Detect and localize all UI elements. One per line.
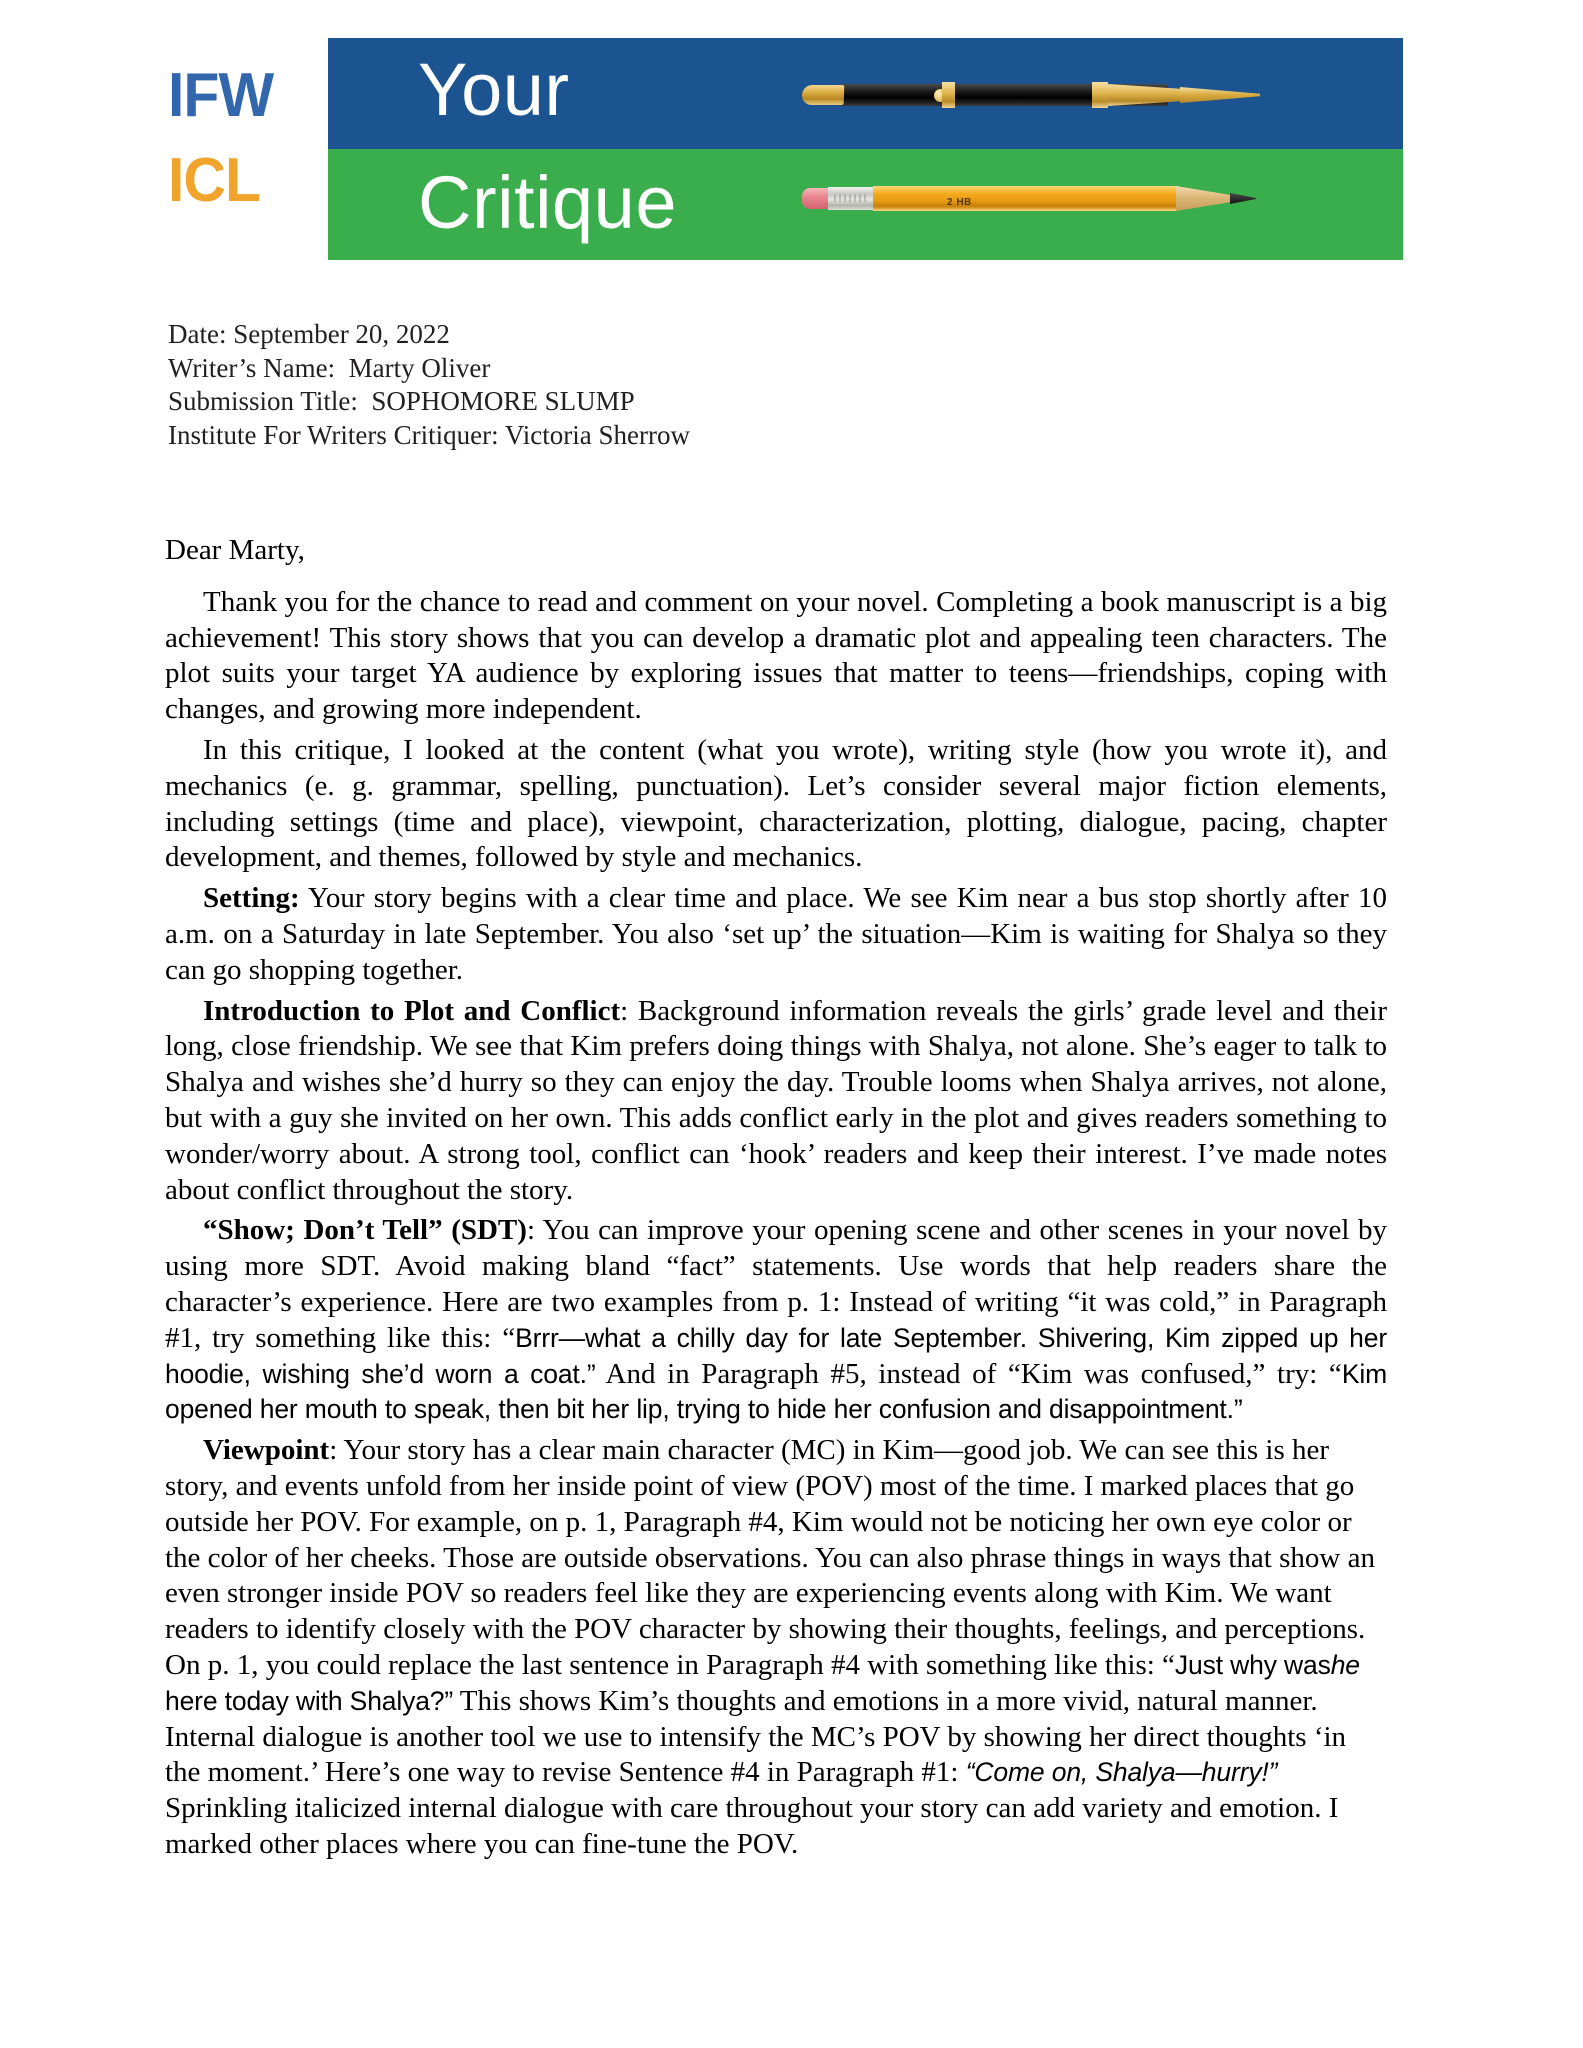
pencil-graphite-tip: [1230, 193, 1256, 204]
paragraph-setting: [165, 881, 1387, 988]
pencil-body: [873, 186, 1178, 211]
logo-text-icl: ICL: [168, 146, 261, 215]
viewpoint-heading: Viewpoint: [203, 1434, 330, 1467]
critique-letter-body: [165, 533, 1387, 1868]
plot-heading: Introduction to Plot and Conflict: [203, 994, 621, 1027]
meta-date: Date: September 20, 2022: [168, 319, 450, 349]
meta-critiquer: Institute For Writers Critiquer: Victoria Sherrow: [168, 419, 690, 450]
pen-cap-end: [802, 85, 845, 105]
sdt-heading: “Show; Don’t Tell” (SDT): [203, 1214, 527, 1247]
sdt-text-one: : You can improve your opening scene and other scenes in your novel by using more SDT. Avoid making bland “fact” statements. Use words that help readers share the character’s experience. Here are two examples from p. 1: Instead of writing “it was cold,” in Paragraph #1, try something like this: “: [165, 1214, 1387, 1354]
paragraph-critique-overview: In this critique, I looked at the content (what you wrote), writing style (how you wrote it), and mechanics (e. g. grammar, spelling, punctuation). Let’s consider several major fiction elements, including settings (time and place), viewpoint, characterization, plotting, dialogue, pacing, chapter development, and themes, followed by style and mechanics.: [165, 733, 1387, 874]
fountain-pen-icon: [802, 71, 1262, 117]
sdt-example-two: Kim opened her mouth to speak, then bit her lip, trying to hide her confusion and disappointment.”: [165, 1358, 1387, 1425]
pencil-icon: [802, 180, 1262, 220]
viewpoint-text-three: Sprinkling italicized internal dialogue with care throughout your story can add variety and emotion. I marked other places where you can fine-tune the POV.: [165, 1792, 1339, 1860]
banner-blue-band: [302, 38, 1403, 149]
pencil-wood-cone: [1176, 186, 1234, 211]
paragraph-viewpoint: [165, 1433, 1387, 1863]
viewpoint-text-two: This shows Kim’s thoughts and emotions in a more vivid, natural manner. Internal dialogue is another tool we use to intensify the MC’s POV by showing her direct thoughts ‘in the moment.’ Here’s one way to revise Sentence #4 in Paragraph #1:: [165, 1684, 1347, 1789]
banner-green-band: [302, 149, 1403, 260]
viewpoint-text-one: : Your story has a clear main character (MC) in Kim—good job. We can see this is her story, and events unfold from her inside point of view (POV) most of the time. I marked places that go outside her POV. For example, on p. 1, Paragraph #4, Kim would not be noticing her own eye color or the color of her cheeks. Those are outside observations. You can also phrase things in ways that show an even stronger inside POV so readers feel like they are experiencing events along with Kim. We want readers to identify closely with the POV character by showing their thoughts, feelings, and perceptions. On p. 1, you could replace the last sentence in Paragraph #4 with something like this: “: [165, 1434, 1375, 1681]
paragraph-show-dont-tell: [165, 1213, 1387, 1428]
sdt-example-one: Brrr—what a chilly day for late September. Shivering, Kim zipped up her hoodie, wishing she’d worn a coat.”: [165, 1322, 1387, 1389]
sdt-text-two: And in Paragraph #5, instead of “Kim was confused,” try: “: [595, 1357, 1342, 1390]
salutation: Dear Marty,: [165, 534, 305, 566]
viewpoint-example-one-part-a: Just why was: [1174, 1649, 1331, 1680]
meta-writer-name: Writer’s Name: Marty Oliver: [168, 352, 491, 383]
banner-word-your: Your: [418, 48, 570, 131]
setting-text: Your story begins with a clear time and place. We see Kim near a bus stop shortly after 10 a.m. on a Saturday in late September. You also ‘set up’ the situation—Kim is waiting for Shalya so they can go shopping together.: [165, 882, 1387, 986]
pen-ring-one: [942, 82, 955, 108]
plot-text: : Background information reveals the girls’ grade level and their long, close friendship. We see that Kim prefers doing things with Shalya, not alone. She’s eager to talk to Shalya and wishes she’d hurry so they can enjoy the day. Trouble looms when Shalya arrives, not alone, but with a guy she invited on her own. This adds conflict early in the plot and gives readers something to wonder/worry about. A strong tool, conflict can ‘hook’ readers and keep their interest. I’ve made notes about conflict throughout the story.: [165, 994, 1388, 1206]
pencil-stamp-label: 2 HB: [947, 197, 972, 208]
pen-ring-two: [1092, 82, 1108, 108]
banner-word-critique: Critique: [418, 161, 677, 244]
viewpoint-example-two: “Come on, Shalya—hurry!”: [965, 1757, 1278, 1788]
paragraph-thanks: Thank you for the chance to read and comment on your novel. Completing a book manuscript is a big achievement! This story shows that you can develop a dramatic plot and appealing teen characters. The plot suits your target YA audience by exploring issues that matter to teens—friendships, coping with changes, and growing more independent.: [165, 585, 1387, 726]
pen-grip: [1108, 84, 1182, 106]
viewpoint-example-one-italic-he: he: [1330, 1649, 1360, 1680]
header-banner: [163, 38, 1403, 260]
logo-text-ifw: IFW: [168, 61, 274, 130]
ifw-icl-logo: [163, 38, 328, 260]
submission-metadata: [168, 318, 690, 452]
pencil-ferrule: [828, 187, 874, 210]
viewpoint-example-one-part-c: here today with Shalya?”: [165, 1685, 454, 1716]
meta-submission-title: Submission Title: SOPHOMORE SLUMP: [168, 386, 635, 416]
pen-nib: [1180, 87, 1260, 103]
paragraph-plot-conflict: [165, 994, 1387, 1209]
pencil-eraser: [802, 188, 830, 209]
setting-heading: Setting:: [203, 882, 300, 915]
